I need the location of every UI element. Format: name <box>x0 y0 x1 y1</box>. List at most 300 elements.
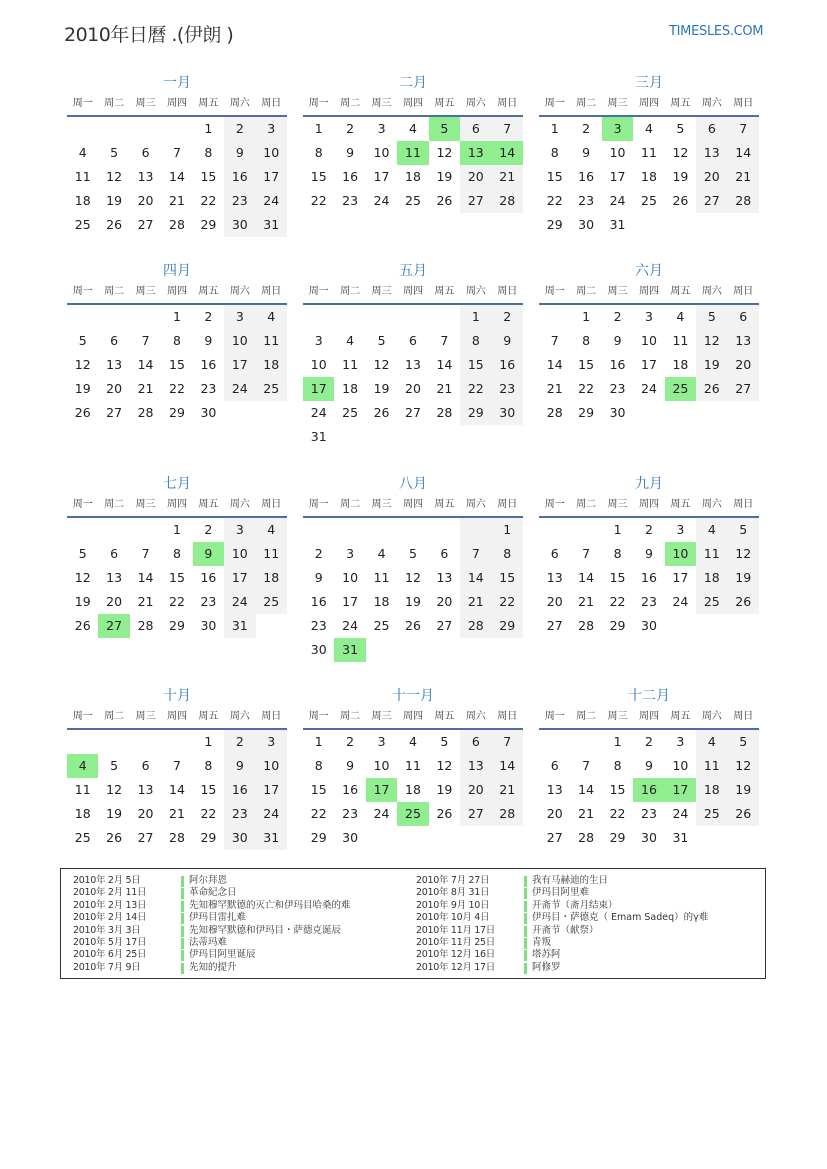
day-cell[interactable]: 24 <box>609 193 626 208</box>
day-cell[interactable]: 11 <box>256 329 287 353</box>
day-cell[interactable]: 21 <box>169 806 185 821</box>
day-cell[interactable]: 3 <box>602 117 633 141</box>
day-cell[interactable]: 22 <box>200 193 217 208</box>
day-cell[interactable]: 14 <box>492 754 523 778</box>
day-cell[interactable]: 18 <box>373 594 390 609</box>
day-cell[interactable]: 18 <box>342 381 359 396</box>
day-cell[interactable]: 26 <box>74 618 91 633</box>
day-cell[interactable]: 6 <box>460 117 491 141</box>
day-cell[interactable]: 7 <box>582 758 591 773</box>
day-cell[interactable]: 2 <box>346 734 355 749</box>
day-cell[interactable]: 8 <box>550 145 559 160</box>
day-cell[interactable]: 16 <box>224 778 255 802</box>
day-cell[interactable]: 24 <box>672 806 689 821</box>
day-cell[interactable]: 29 <box>492 614 523 638</box>
day-cell[interactable]: 21 <box>436 381 453 396</box>
day-cell[interactable]: 8 <box>314 145 323 160</box>
day-cell[interactable]: 16 <box>310 594 327 609</box>
day-cell[interactable]: 29 <box>169 618 185 633</box>
day-cell[interactable]: 8 <box>204 758 213 773</box>
day-cell[interactable]: 4 <box>256 305 287 329</box>
day-cell[interactable]: 11 <box>373 570 390 585</box>
day-cell[interactable]: 24 <box>342 618 359 633</box>
day-cell[interactable]: 11 <box>397 141 428 165</box>
day-cell[interactable]: 8 <box>314 758 323 773</box>
day-cell[interactable]: 5 <box>78 333 87 348</box>
day-cell[interactable]: 23 <box>578 193 595 208</box>
day-cell[interactable]: 9 <box>346 145 355 160</box>
day-cell[interactable]: 1 <box>314 121 323 136</box>
day-cell[interactable]: 10 <box>373 758 390 773</box>
day-cell[interactable]: 8 <box>613 758 622 773</box>
day-cell[interactable]: 6 <box>440 546 449 561</box>
day-cell[interactable]: 20 <box>546 594 563 609</box>
day-cell[interactable]: 21 <box>460 590 491 614</box>
day-cell[interactable]: 13 <box>137 782 154 797</box>
day-cell[interactable]: 25 <box>74 217 91 232</box>
day-cell[interactable]: 24 <box>256 189 287 213</box>
day-cell[interactable]: 29 <box>609 830 626 845</box>
day-cell[interactable]: 1 <box>550 121 559 136</box>
day-cell[interactable]: 22 <box>609 594 626 609</box>
day-cell[interactable]: 3 <box>224 518 255 542</box>
day-cell[interactable]: 21 <box>578 594 595 609</box>
day-cell[interactable]: 12 <box>106 782 123 797</box>
day-cell[interactable]: 13 <box>546 570 563 585</box>
day-cell[interactable]: 20 <box>546 806 563 821</box>
day-cell[interactable]: 9 <box>613 333 622 348</box>
day-cell[interactable]: 2 <box>346 121 355 136</box>
day-cell[interactable]: 19 <box>106 193 123 208</box>
day-cell[interactable]: 23 <box>224 802 255 826</box>
day-cell[interactable]: 29 <box>310 830 327 845</box>
day-cell[interactable]: 11 <box>696 542 727 566</box>
day-cell[interactable]: 20 <box>728 353 759 377</box>
day-cell[interactable]: 1 <box>460 305 491 329</box>
day-cell[interactable]: 10 <box>609 145 626 160</box>
day-cell[interactable]: 11 <box>74 169 91 184</box>
day-cell[interactable]: 15 <box>460 353 491 377</box>
day-cell[interactable]: 29 <box>578 405 595 420</box>
day-cell[interactable]: 25 <box>373 618 390 633</box>
day-cell[interactable]: 17 <box>224 353 255 377</box>
day-cell[interactable]: 13 <box>460 754 491 778</box>
day-cell[interactable]: 27 <box>546 618 563 633</box>
day-cell[interactable]: 14 <box>546 357 563 372</box>
day-cell[interactable]: 12 <box>405 570 421 585</box>
day-cell[interactable]: 21 <box>137 594 154 609</box>
day-cell[interactable]: 15 <box>546 169 563 184</box>
day-cell[interactable]: 18 <box>74 806 91 821</box>
day-cell[interactable]: 6 <box>728 305 759 329</box>
day-cell[interactable]: 2 <box>224 730 255 754</box>
day-cell[interactable]: 3 <box>645 309 653 324</box>
day-cell[interactable]: 28 <box>169 830 185 845</box>
day-cell[interactable]: 9 <box>314 570 323 585</box>
day-cell[interactable]: 5 <box>728 730 759 754</box>
day-cell[interactable]: 12 <box>728 754 759 778</box>
day-cell[interactable]: 1 <box>613 522 622 537</box>
day-cell[interactable]: 24 <box>672 594 689 609</box>
day-cell[interactable]: 30 <box>609 405 626 420</box>
day-cell[interactable]: 9 <box>645 758 653 773</box>
day-cell[interactable]: 26 <box>405 618 421 633</box>
day-cell[interactable]: 20 <box>696 165 727 189</box>
day-cell[interactable]: 7 <box>460 542 491 566</box>
day-cell[interactable]: 8 <box>613 546 622 561</box>
day-cell[interactable]: 25 <box>641 193 657 208</box>
day-cell[interactable]: 30 <box>224 213 255 237</box>
day-cell[interactable]: 18 <box>74 193 91 208</box>
day-cell[interactable]: 11 <box>641 145 657 160</box>
day-cell[interactable]: 30 <box>578 217 595 232</box>
day-cell[interactable]: 19 <box>696 353 727 377</box>
day-cell[interactable]: 29 <box>200 830 217 845</box>
day-cell[interactable]: 18 <box>672 357 689 372</box>
day-cell[interactable]: 27 <box>106 405 123 420</box>
day-cell[interactable]: 28 <box>137 405 154 420</box>
day-cell[interactable]: 27 <box>405 405 421 420</box>
day-cell[interactable]: 13 <box>137 169 154 184</box>
day-cell[interactable]: 10 <box>256 141 287 165</box>
day-cell[interactable]: 11 <box>256 542 287 566</box>
day-cell[interactable]: 16 <box>200 570 217 585</box>
day-cell[interactable]: 6 <box>409 333 417 348</box>
day-cell[interactable]: 19 <box>74 381 91 396</box>
day-cell[interactable]: 21 <box>492 778 523 802</box>
day-cell[interactable]: 16 <box>578 169 595 184</box>
day-cell[interactable]: 10 <box>256 754 287 778</box>
day-cell[interactable]: 27 <box>460 189 491 213</box>
day-cell[interactable]: 1 <box>314 734 323 749</box>
day-cell[interactable]: 17 <box>342 594 359 609</box>
day-cell[interactable]: 2 <box>314 546 323 561</box>
day-cell[interactable]: 13 <box>436 570 453 585</box>
day-cell[interactable]: 4 <box>346 333 355 348</box>
day-cell[interactable]: 27 <box>137 217 154 232</box>
day-cell[interactable]: 7 <box>492 730 523 754</box>
day-cell[interactable]: 11 <box>342 357 359 372</box>
day-cell[interactable]: 2 <box>613 309 622 324</box>
day-cell[interactable]: 3 <box>676 734 685 749</box>
day-cell[interactable]: 29 <box>609 618 626 633</box>
day-cell[interactable]: 21 <box>492 165 523 189</box>
day-cell[interactable]: 2 <box>204 522 213 537</box>
day-cell[interactable]: 5 <box>110 758 119 773</box>
day-cell[interactable]: 12 <box>373 357 390 372</box>
day-cell[interactable]: 9 <box>224 141 255 165</box>
day-cell[interactable]: 1 <box>582 309 591 324</box>
day-cell[interactable]: 12 <box>106 169 123 184</box>
day-cell[interactable]: 14 <box>460 566 491 590</box>
day-cell[interactable]: 31 <box>672 830 689 845</box>
day-cell[interactable]: 5 <box>110 145 119 160</box>
day-cell[interactable]: 21 <box>728 165 759 189</box>
day-cell[interactable]: 14 <box>578 570 595 585</box>
day-cell[interactable]: 23 <box>224 189 255 213</box>
day-cell[interactable]: 18 <box>256 566 287 590</box>
day-cell[interactable]: 19 <box>405 594 421 609</box>
day-cell[interactable]: 26 <box>728 802 759 826</box>
day-cell[interactable]: 8 <box>173 333 181 348</box>
day-cell[interactable]: 23 <box>609 381 626 396</box>
day-cell[interactable]: 5 <box>440 734 449 749</box>
day-cell[interactable]: 14 <box>436 357 453 372</box>
day-cell[interactable]: 7 <box>492 117 523 141</box>
day-cell[interactable]: 28 <box>492 802 523 826</box>
day-cell[interactable]: 31 <box>256 826 287 850</box>
day-cell[interactable]: 14 <box>169 169 185 184</box>
day-cell[interactable]: 5 <box>78 546 87 561</box>
day-cell[interactable]: 24 <box>310 405 327 420</box>
day-cell[interactable]: 2 <box>492 305 523 329</box>
day-cell[interactable]: 17 <box>256 165 287 189</box>
day-cell[interactable]: 30 <box>224 826 255 850</box>
day-cell[interactable]: 12 <box>436 145 453 160</box>
day-cell[interactable]: 23 <box>641 594 657 609</box>
day-cell[interactable]: 8 <box>204 145 213 160</box>
day-cell[interactable]: 16 <box>200 357 217 372</box>
brand-logo-text[interactable]: TIMESLES.COM <box>669 24 764 39</box>
day-cell[interactable]: 31 <box>334 638 365 662</box>
day-cell[interactable]: 2 <box>645 522 653 537</box>
day-cell[interactable]: 17 <box>366 778 397 802</box>
day-cell[interactable]: 19 <box>436 169 453 184</box>
day-cell[interactable]: 7 <box>141 333 150 348</box>
day-cell[interactable]: 29 <box>200 217 217 232</box>
day-cell[interactable]: 23 <box>342 193 359 208</box>
day-cell[interactable]: 26 <box>696 377 727 401</box>
day-cell[interactable]: 8 <box>173 546 181 561</box>
day-cell[interactable]: 24 <box>256 802 287 826</box>
day-cell[interactable]: 19 <box>728 778 759 802</box>
day-cell[interactable]: 26 <box>106 217 123 232</box>
day-cell[interactable]: 21 <box>578 806 595 821</box>
day-cell[interactable]: 4 <box>696 730 727 754</box>
day-cell[interactable]: 3 <box>314 333 323 348</box>
day-cell[interactable]: 9 <box>346 758 355 773</box>
day-cell[interactable]: 20 <box>137 806 154 821</box>
day-cell[interactable]: 21 <box>137 381 154 396</box>
day-cell[interactable]: 25 <box>256 377 287 401</box>
day-cell[interactable]: 2 <box>645 734 653 749</box>
day-cell[interactable]: 26 <box>74 405 91 420</box>
day-cell[interactable]: 10 <box>310 357 327 372</box>
day-cell[interactable]: 26 <box>436 193 453 208</box>
day-cell[interactable]: 5 <box>676 121 685 136</box>
day-cell[interactable]: 22 <box>310 193 327 208</box>
day-cell[interactable]: 15 <box>200 782 217 797</box>
day-cell[interactable]: 27 <box>728 377 759 401</box>
day-cell[interactable]: 16 <box>633 778 664 802</box>
day-cell[interactable]: 30 <box>200 618 217 633</box>
day-cell[interactable]: 14 <box>137 357 154 372</box>
day-cell[interactable]: 25 <box>74 830 91 845</box>
day-cell[interactable]: 10 <box>672 758 689 773</box>
day-cell[interactable]: 15 <box>492 566 523 590</box>
day-cell[interactable]: 7 <box>582 546 591 561</box>
day-cell[interactable]: 25 <box>405 193 421 208</box>
day-cell[interactable]: 9 <box>582 145 591 160</box>
day-cell[interactable]: 23 <box>200 594 217 609</box>
day-cell[interactable]: 31 <box>609 217 626 232</box>
day-cell[interactable]: 29 <box>460 401 491 425</box>
day-cell[interactable]: 3 <box>377 121 386 136</box>
day-cell[interactable]: 23 <box>641 806 657 821</box>
day-cell[interactable]: 28 <box>169 217 185 232</box>
day-cell[interactable]: 12 <box>436 758 453 773</box>
day-cell[interactable]: 19 <box>672 169 689 184</box>
day-cell[interactable]: 3 <box>256 117 287 141</box>
day-cell[interactable]: 7 <box>728 117 759 141</box>
day-cell[interactable]: 26 <box>728 590 759 614</box>
day-cell[interactable]: 2 <box>224 117 255 141</box>
day-cell[interactable]: 13 <box>460 141 491 165</box>
day-cell[interactable]: 18 <box>696 566 727 590</box>
day-cell[interactable]: 28 <box>578 830 595 845</box>
day-cell[interactable]: 5 <box>696 305 727 329</box>
day-cell[interactable]: 22 <box>578 381 595 396</box>
day-cell[interactable]: 9 <box>193 542 224 566</box>
day-cell[interactable]: 20 <box>460 778 491 802</box>
day-cell[interactable]: 20 <box>436 594 453 609</box>
day-cell[interactable]: 1 <box>492 518 523 542</box>
day-cell[interactable]: 8 <box>582 333 591 348</box>
day-cell[interactable]: 20 <box>460 165 491 189</box>
day-cell[interactable]: 8 <box>460 329 491 353</box>
day-cell[interactable]: 1 <box>173 522 181 537</box>
day-cell[interactable]: 4 <box>696 518 727 542</box>
day-cell[interactable]: 17 <box>373 169 390 184</box>
day-cell[interactable]: 13 <box>728 329 759 353</box>
day-cell[interactable]: 6 <box>460 730 491 754</box>
day-cell[interactable]: 10 <box>224 542 255 566</box>
day-cell[interactable]: 4 <box>377 546 386 561</box>
day-cell[interactable]: 20 <box>106 594 123 609</box>
day-cell[interactable]: 13 <box>405 357 421 372</box>
day-cell[interactable]: 19 <box>373 381 390 396</box>
day-cell[interactable]: 3 <box>256 730 287 754</box>
day-cell[interactable]: 25 <box>256 590 287 614</box>
day-cell[interactable]: 28 <box>546 405 563 420</box>
day-cell[interactable]: 23 <box>342 806 359 821</box>
day-cell[interactable]: 1 <box>204 734 213 749</box>
day-cell[interactable]: 27 <box>546 830 563 845</box>
day-cell[interactable]: 13 <box>696 141 727 165</box>
day-cell[interactable]: 14 <box>578 782 595 797</box>
day-cell[interactable]: 15 <box>310 782 327 797</box>
day-cell[interactable]: 18 <box>405 782 421 797</box>
day-cell[interactable]: 28 <box>137 618 154 633</box>
day-cell[interactable]: 9 <box>645 546 653 561</box>
day-cell[interactable]: 1 <box>613 734 622 749</box>
day-cell[interactable]: 24 <box>373 193 390 208</box>
day-cell[interactable]: 28 <box>728 189 759 213</box>
day-cell[interactable]: 28 <box>436 405 453 420</box>
day-cell[interactable]: 13 <box>106 570 123 585</box>
day-cell[interactable]: 3 <box>676 522 685 537</box>
day-cell[interactable]: 25 <box>397 802 428 826</box>
day-cell[interactable]: 26 <box>436 806 453 821</box>
day-cell[interactable]: 7 <box>440 333 449 348</box>
day-cell[interactable]: 10 <box>373 145 390 160</box>
day-cell[interactable]: 17 <box>224 566 255 590</box>
day-cell[interactable]: 17 <box>641 357 657 372</box>
day-cell[interactable]: 26 <box>672 193 689 208</box>
day-cell[interactable]: 22 <box>609 806 626 821</box>
day-cell[interactable]: 10 <box>224 329 255 353</box>
day-cell[interactable]: 9 <box>204 333 213 348</box>
day-cell[interactable]: 10 <box>641 333 657 348</box>
day-cell[interactable]: 12 <box>74 357 91 372</box>
day-cell[interactable]: 3 <box>224 305 255 329</box>
day-cell[interactable]: 19 <box>436 782 453 797</box>
day-cell[interactable]: 6 <box>696 117 727 141</box>
day-cell[interactable]: 31 <box>224 614 255 638</box>
day-cell[interactable]: 19 <box>74 594 91 609</box>
day-cell[interactable]: 3 <box>346 546 355 561</box>
day-cell[interactable]: 24 <box>224 590 255 614</box>
day-cell[interactable]: 17 <box>303 377 334 401</box>
day-cell[interactable]: 5 <box>409 546 417 561</box>
day-cell[interactable]: 15 <box>609 570 626 585</box>
day-cell[interactable]: 18 <box>405 169 421 184</box>
day-cell[interactable]: 10 <box>665 542 696 566</box>
day-cell[interactable]: 23 <box>200 381 217 396</box>
day-cell[interactable]: 4 <box>409 121 417 136</box>
day-cell[interactable]: 16 <box>641 570 657 585</box>
day-cell[interactable]: 23 <box>310 618 327 633</box>
day-cell[interactable]: 19 <box>728 566 759 590</box>
day-cell[interactable]: 16 <box>224 165 255 189</box>
day-cell[interactable]: 27 <box>98 614 129 638</box>
day-cell[interactable]: 14 <box>728 141 759 165</box>
day-cell[interactable]: 11 <box>672 333 689 348</box>
day-cell[interactable]: 16 <box>609 357 626 372</box>
day-cell[interactable]: 18 <box>256 353 287 377</box>
day-cell[interactable]: 18 <box>641 169 657 184</box>
day-cell[interactable]: 6 <box>141 145 150 160</box>
day-cell[interactable]: 7 <box>141 546 150 561</box>
day-cell[interactable]: 5 <box>377 333 386 348</box>
day-cell[interactable]: 25 <box>696 590 727 614</box>
day-cell[interactable]: 14 <box>169 782 185 797</box>
day-cell[interactable]: 29 <box>169 405 185 420</box>
day-cell[interactable]: 25 <box>665 377 696 401</box>
day-cell[interactable]: 18 <box>696 778 727 802</box>
day-cell[interactable]: 27 <box>460 802 491 826</box>
day-cell[interactable]: 10 <box>342 570 359 585</box>
day-cell[interactable]: 22 <box>310 806 327 821</box>
day-cell[interactable]: 1 <box>173 309 181 324</box>
day-cell[interactable]: 26 <box>106 830 123 845</box>
day-cell[interactable]: 2 <box>582 121 591 136</box>
day-cell[interactable]: 9 <box>224 754 255 778</box>
day-cell[interactable]: 4 <box>676 309 685 324</box>
day-cell[interactable]: 31 <box>256 213 287 237</box>
day-cell[interactable]: 31 <box>310 429 327 444</box>
day-cell[interactable]: 22 <box>546 193 563 208</box>
day-cell[interactable]: 11 <box>696 754 727 778</box>
day-cell[interactable]: 6 <box>141 758 150 773</box>
day-cell[interactable]: 30 <box>342 830 359 845</box>
day-cell[interactable]: 29 <box>546 217 563 232</box>
day-cell[interactable]: 28 <box>492 189 523 213</box>
day-cell[interactable]: 4 <box>256 518 287 542</box>
day-cell[interactable]: 2 <box>204 309 213 324</box>
day-cell[interactable]: 20 <box>137 193 154 208</box>
day-cell[interactable]: 12 <box>728 542 759 566</box>
